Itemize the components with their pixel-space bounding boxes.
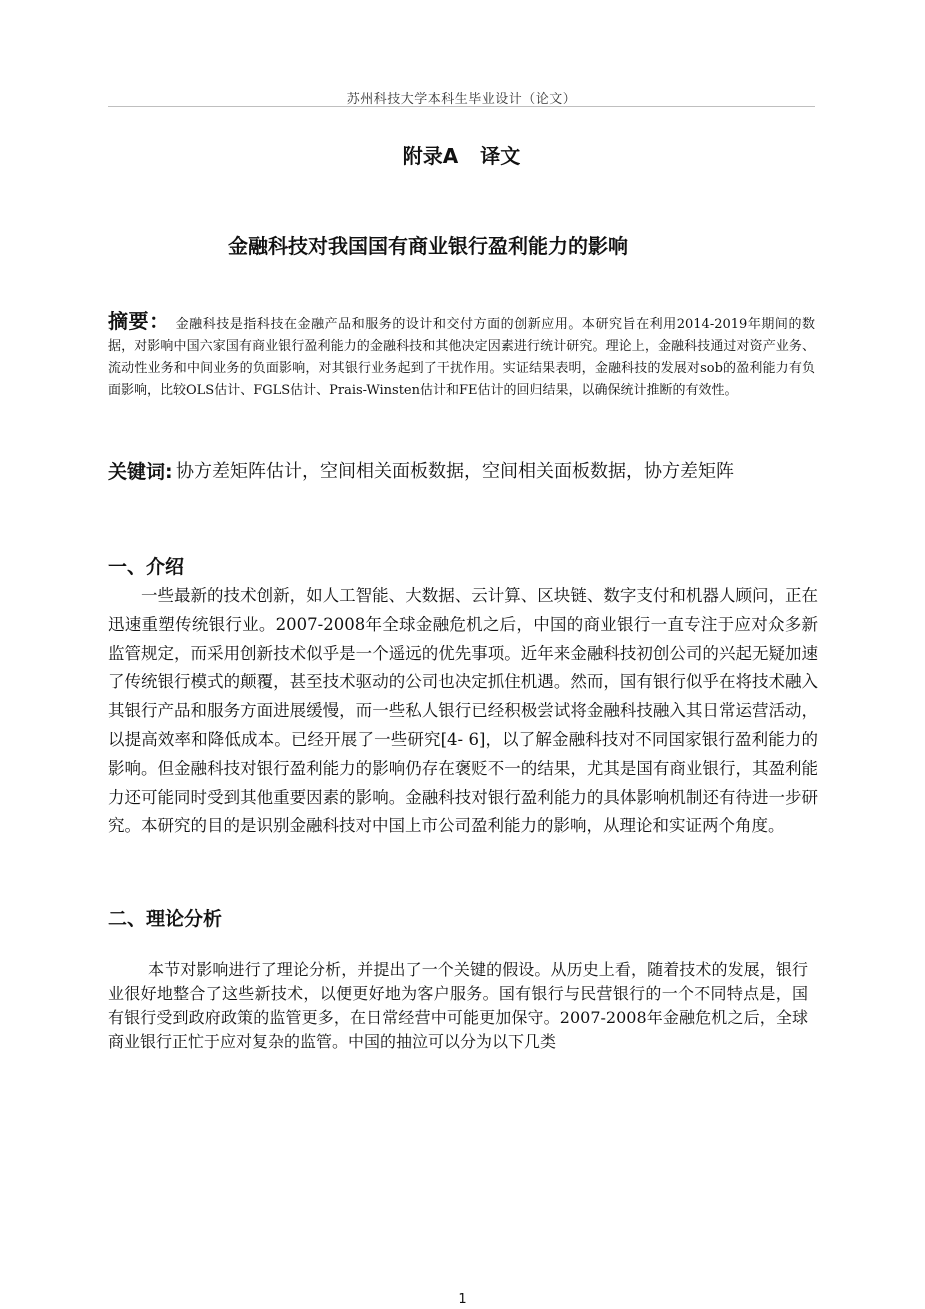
section-heading-introduction: 一、介绍 <box>108 556 185 578</box>
keywords-text: 协方差矩阵估计，空间相关面板数据，空间相关面板数据，协方差矩阵 <box>176 461 734 482</box>
appendix-label: 附录A <box>402 144 459 168</box>
abstract <box>108 310 815 402</box>
appendix-title <box>108 140 815 169</box>
page-number: 1 <box>458 1292 467 1307</box>
running-header: 苏州科技大学本科生毕业设计（论文） <box>346 92 577 107</box>
appendix-heading: 译文 <box>480 144 521 168</box>
keywords <box>108 456 815 488</box>
abstract-text: 金融科技是指科技在金融产品和服务的设计和交付方面的创新应用。本研究旨在利用2014-2019年期间的数据，对影响中国六家国有商业银行盈利能力的金融科技和其他决定因素进行统计研究。理论上，金融科技通过对资产业务、流动性业务和中间业务的负面影响，对其银行业务起到了干扰作用。实证结果表明，金融科技的发展对sob的盈利能力有负面影响，比较OLS估计、FGLS估计、Prais-Winsten估计和FE估计的回归结果，以确保统计推断的有效性。 <box>108 317 816 398</box>
section-body-theory: 本节对影响进行了理论分析，并提出了一个关键的假设。从历史上看，随着技术的发展，银行业很好地整合了这些新技术，以便更好地为客户服务。国有银行与民营银行的一个不同特点是，国有银行受到政府政策的监管更多，在日常经营中可能更加保守。2007-2008年金融危机之后，全球商业银行正忙于应对复杂的监管。中国的抽泣可以分为以下几类 <box>108 960 808 1051</box>
abstract-label: 摘要： <box>108 309 170 333</box>
section-heading-theory: 二、理论分析 <box>108 908 223 930</box>
paper-title: 金融科技对我国国有商业银行盈利能力的影响 <box>228 234 628 258</box>
keywords-label: 关键词: <box>108 461 173 483</box>
section-body-introduction: 一些最新的技术创新，如人工智能、大数据、云计算、区块链、数字支付和机器人顾问，正在迅速重塑传统银行业。2007-2008年全球金融危机之后，中国的商业银行一直专注于应对众多新监管规定，而采用创新技术似乎是一个遥远的优先事项。近年来金融科技初创公司的兴起无疑加速了传统银行模式的颠覆，甚至技术驱动的公司也决定抓住机遇。然而，国有银行似乎在将技术融入其银行产品和服务方面进展缓慢，而一些私人银行已经积极尝试将金融科技融入其日常运营活动，以提高效率和降低成本。已经开展了一些研究[4- 6]，以了解金融科技对不同国家银行盈利能力的影响。但金融科技对银行盈利能力的影响仍存在褒贬不一的结果，尤其是国有商业银行，其盈利能力还可能同时受到其他重要因素的影响。金融科技对银行盈利能力的具体影响机制还有待进一步研究。本研究的目的是识别金融科技对中国上市公司盈利能力的影响，从理论和实证两个角度。 <box>108 586 818 836</box>
header-divider <box>108 106 815 107</box>
